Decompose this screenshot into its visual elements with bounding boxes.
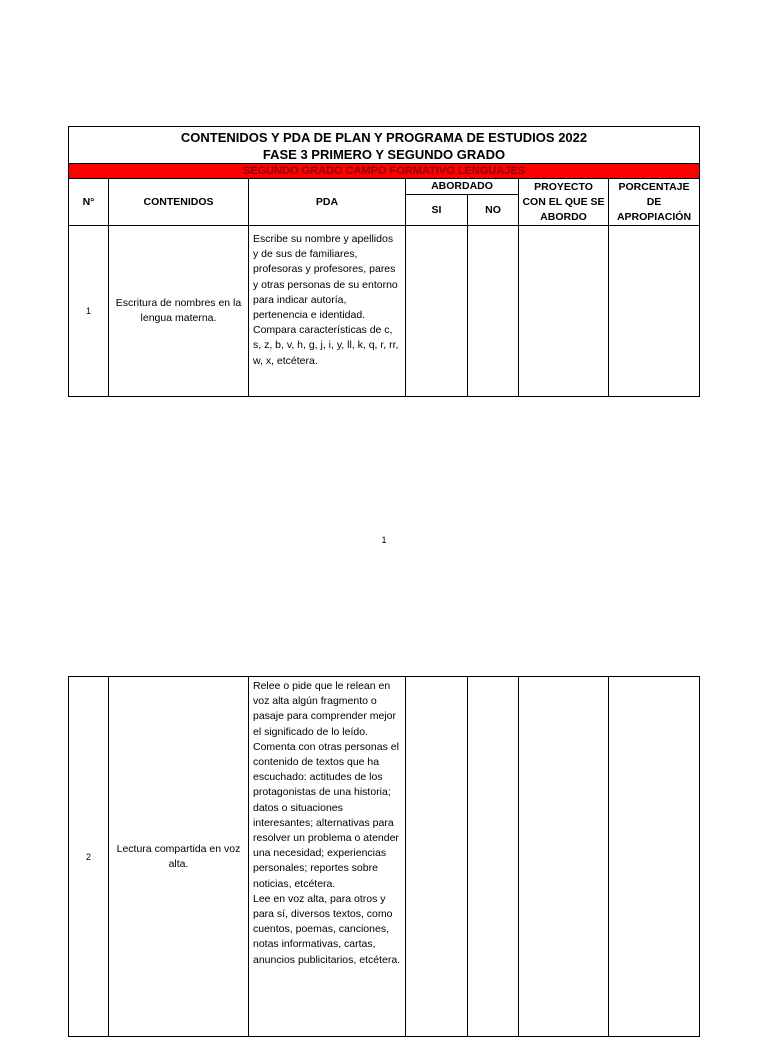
cell-si	[406, 226, 468, 397]
contents-table-page-2	[68, 676, 700, 1037]
row-contenido: Lectura compartida en voz alta.	[109, 677, 249, 1037]
pda-paragraph: Relee o pide que le relean en voz alta algún fragmento o pasaje para comprender mejor el significado de lo leído.	[253, 680, 396, 738]
pda-paragraph: Escribe su nombre y apellidos y de sus de familiares, profesoras y profesores, pares y otras personas de su entorno para indicar autoría, pertenencia e identidad.	[253, 233, 398, 322]
row-number: 1	[69, 226, 109, 397]
row-pda	[249, 677, 406, 1037]
header-contenidos: CONTENIDOS	[109, 179, 249, 226]
row-contenido: Escritura de nombres en la lengua materna.	[109, 226, 249, 397]
title-line-1: CONTENIDOS Y PDA DE PLAN Y PROGRAMA DE ESTUDIOS 2022	[180, 130, 588, 145]
header-pda: PDA	[249, 179, 406, 226]
header-proyecto: PROYECTO CON EL QUE SE ABORDO	[519, 179, 609, 226]
contents-table-page-1	[68, 126, 700, 397]
header-no: NO	[468, 195, 519, 226]
header-abordado: ABORDADO	[406, 179, 519, 195]
cell-proyecto	[519, 677, 609, 1037]
cell-porcentaje	[609, 677, 700, 1037]
title-line-2: FASE 3 PRIMERO Y SEGUNDO GRADO	[262, 147, 506, 162]
header-num: N°	[69, 179, 109, 226]
pda-paragraph: Lee en voz alta, para otros y para sí, diversos textos, como cuentos, poemas, canciones, notas informativas, cartas, anuncios publicitarios, etcétera.	[253, 892, 401, 966]
cell-porcentaje	[609, 226, 700, 397]
cell-si	[406, 677, 468, 1037]
pda-paragraph: Comenta con otras personas el contenido de textos que ha escuchado: actitudes de los protagonistas de una historia; datos o situaciones interesantes; alternativas para resolver un problema o atender una necesidad; experiencias personales; reportes sobre noticias, etcétera.	[253, 740, 399, 890]
cell-no	[468, 677, 519, 1037]
header-si: SI	[406, 195, 468, 226]
document-title	[69, 127, 700, 164]
row-number: 2	[69, 677, 109, 1037]
cell-no	[468, 226, 519, 397]
header-porcentaje: PORCENTAJE DE APROPIACIÓN	[609, 179, 700, 226]
row-pda	[249, 226, 406, 397]
table-row	[69, 226, 700, 397]
table-row	[69, 677, 700, 1037]
section-banner: SEGUNDO GRADO CAMPO FORMATIVO LENGUAJES	[69, 164, 700, 179]
page-number: 1	[381, 535, 387, 545]
pda-paragraph: Compara características de c, s, z, b, v, h, g, j, i, y, ll, k, q, r, rr, w, x, etcétera.	[253, 324, 399, 367]
cell-proyecto	[519, 226, 609, 397]
